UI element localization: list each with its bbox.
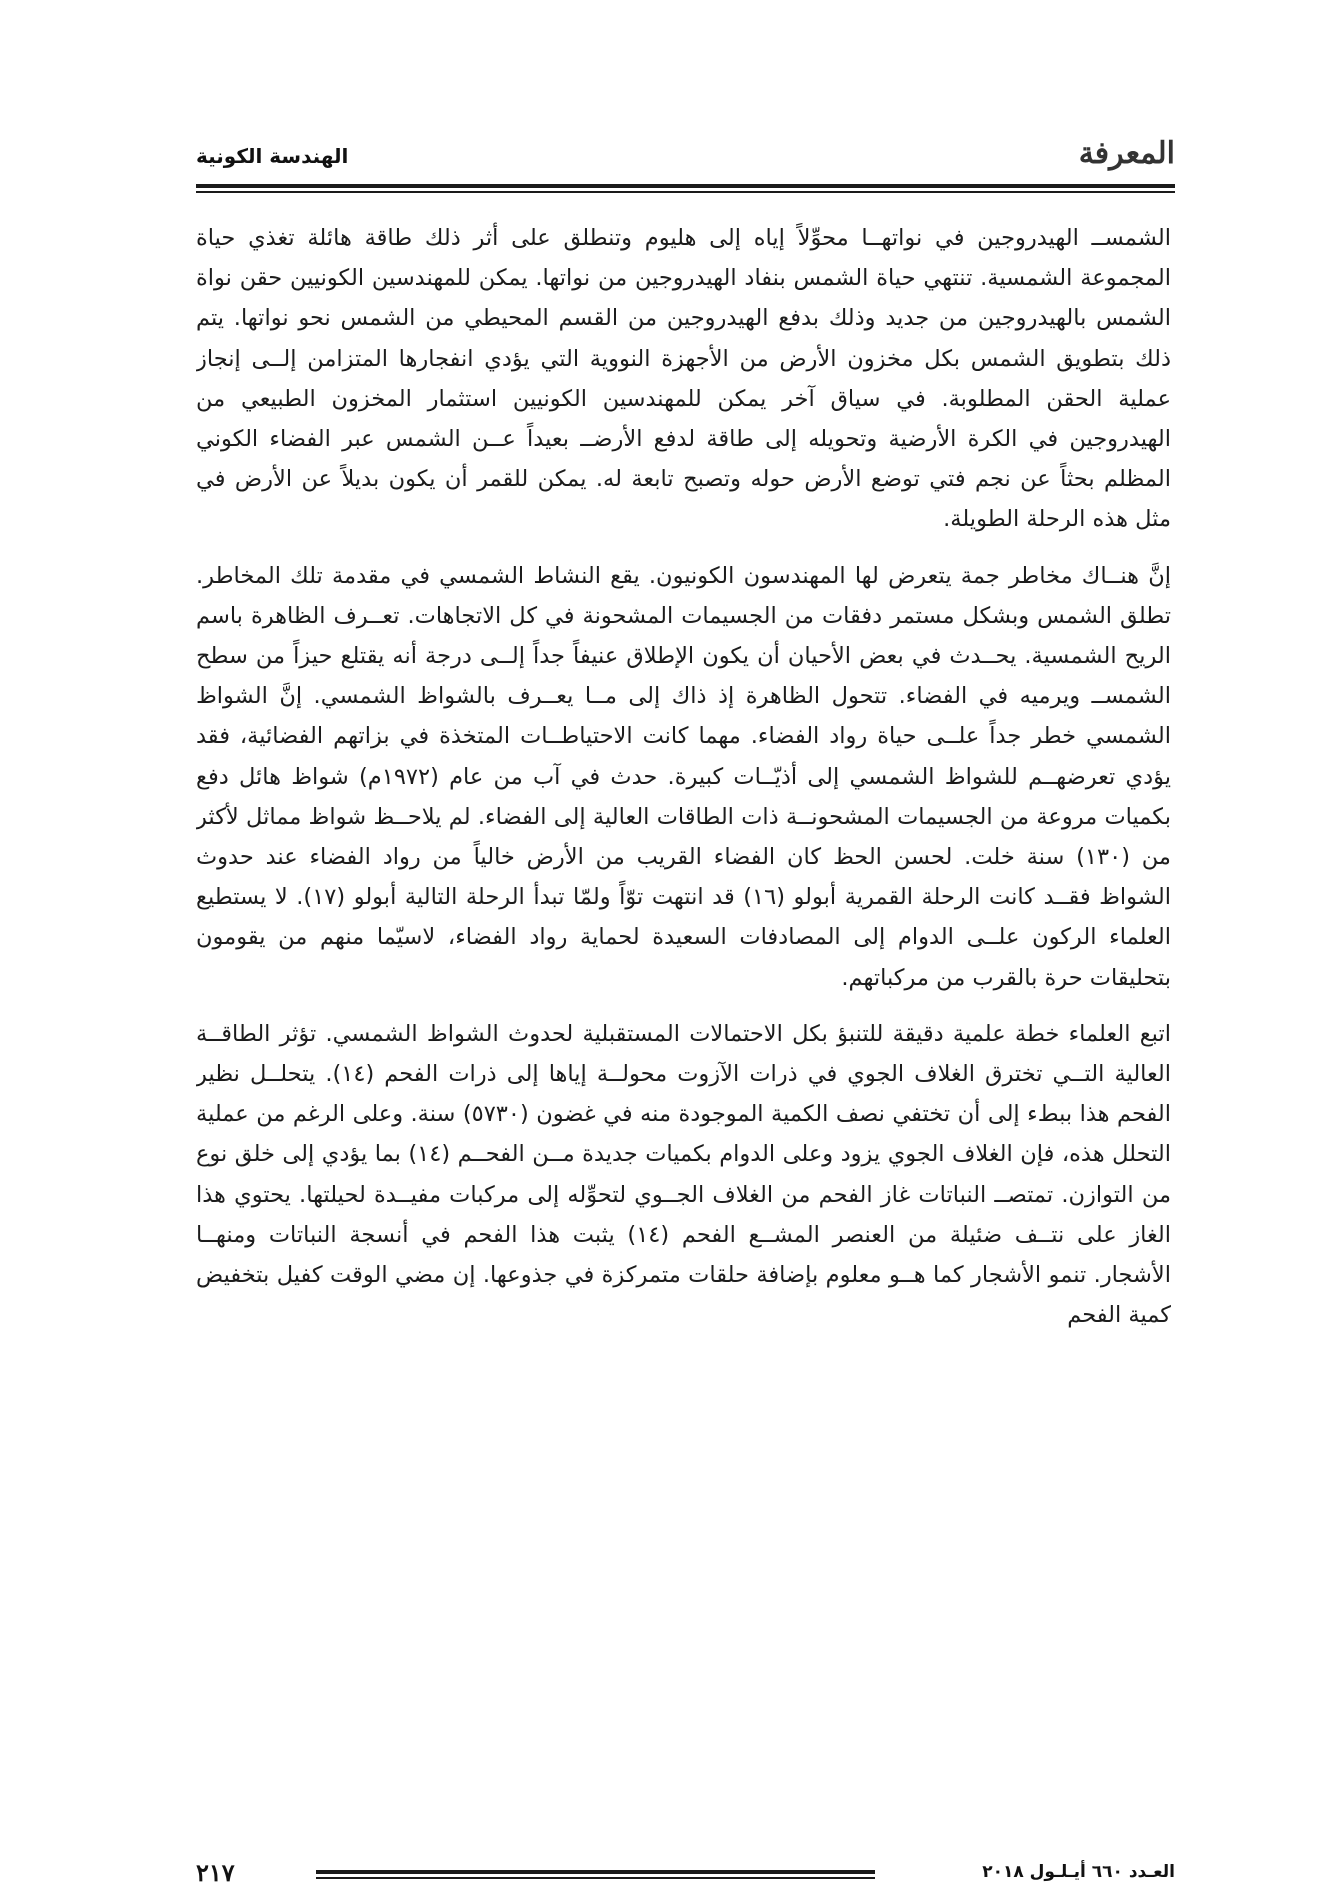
issue-info: العـدد ٦٦٠ أيـلـول ٢٠١٨ — [982, 1862, 1175, 1882]
paragraph-3: اتبع العلماء خطة علمية دقيقة للتنبؤ بكل الاحتمالات المستقبلية لحدوث الشواظ الشمسي. تؤثر الطاقــة العالية التــي تخترق الغلاف الجوي في ذرات الآزوت محولــة إياها إلى ذرات الفحم (١٤). يتحلــل نظير الفحم هذا ببطء إلى أن تختفي نصف الكمية الموجودة منه في غضون (٥٧٣٠) سنة. وعلى الرغم من عملية التحلل هذه، فإن الغلاف الجوي يزود وعلى الدوام بكميات جديدة مــن الفحــم (١٤) بما يؤدي إلى خلق نوع من التوازن. تمتصــ النباتات غاز الفحم من الغلاف الجــوي لتحوِّله إلى مركبات مفيــدة لحيلتها. يحتوي هذا الغاز على نتــف ضئيلة من العنصر المشــع الفحم (١٤) يثبت هذا الفحم في أنسجة النباتات ومنهــا الأشجار. تنمو الأشجار كما هــو معلوم بإضافة حلقات متمركزة في جذوعها. إن مضي الوقت كفيل بتخفيض كمية الفحم — [196, 1020, 1171, 1329]
header-divider — [196, 184, 1175, 194]
paragraph-2: إنَّ هنــاك مخاطر جمة يتعرض لها المهندسون الكونيون. يقع النشاط الشمسي في مقدمة تلك المخاطر. تطلق الشمس وبشكل مستمر دفقات من الجسيمات المشحونة في كل الاتجاهات. تعــرف الظاهرة باسم الريح الشمسية. يحــدث في بعض الأحيان أن يكون الإطلاق عنيفاً جداً إلــى درجة أنه يقتلع حيزاً من سطح الشمســ ويرميه في الفضاء. تتحول الظاهرة إذ ذاك إلى مــا يعــرف بالشواظ الشمسي. إنَّ الشواظ الشمسي خطر جداً علــى حياة رواد الفضاء. مهما كانت الاحتياطــات المتخذة في بزاتهم الفضائية، فقد يؤدي تعرضهــم للشواظ الشمسي إلى أذيّــات كبيرة. حدث في آب من عام (١٩٧٢م) شواظ هائل دفع بكميات مروعة من الجسيمات المشحونــة ذات الطاقات العالية إلى الفضاء. لم يلاحــظ شواظ مماثل لأكثر من (١٣٠) سنة خلت. لحسن الحظ كان الفضاء القريب من الأرض خالياً من رواد الفضاء عند حدوث الشواظ فقــد كانت الرحلة القمرية أبولو (١٦) قد انتهت توّاً ولمّا تبدأ الرحلة التالية أبولو (١٧). لا يستطيع العلماء الركون علــى الدوام إلى المصادفات السعيدة لحماية رواد الفضاء، لاسيّما منهم من يقومون بتحليقات حرة بالقرب من مركباتهم. — [196, 562, 1171, 991]
page-header — [196, 130, 1175, 186]
page-footer — [196, 1858, 1175, 1890]
paragraph-1: الشمســ الهيدروجين في نواتهــا محوِّلاً إياه إلى هليوم وتنطلق على أثر ذلك طاقة هائلة تغذي حياة المجموعة الشمسية. تنتهي حياة الشمس بنفاد الهيدروجين من نواتها. يمكن للمهندسين الكونيين حقن نواة الشمس بالهيدروجين من جديد وذلك بدفع الهيدروجين من القسم المحيطي من الشمس نحو نواتها. يتم ذلك بتطويق الشمس بكل مخزون الأرض من الأجهزة النووية التي يؤدي انفجارها المتزامن إلــى إنجاز عملية الحقن المطلوبة. في سياق آخر يمكن للمهندسين الكونيين استثمار المخزون الطبيعي من الهيدروجين في الكرة الأرضية وتحويله إلى طاقة لدفع الأرضــ بعيداً عــن الشمس عبر الفضاء الكوني المظلم بحثاً عن نجم فتي توضع الأرض حوله وتصبح تابعة له. يمكن للقمر أن يكون بديلاً عن الأرض في مثل هذه الرحلة الطويلة. — [196, 225, 1171, 533]
page-number: ٢١٧ — [196, 1858, 235, 1887]
article-body — [196, 218, 1171, 1808]
footer-divider — [316, 1870, 875, 1879]
journal-logo: المعرفة — [1078, 136, 1175, 171]
section-title: الهندسة الكونية — [196, 144, 349, 168]
